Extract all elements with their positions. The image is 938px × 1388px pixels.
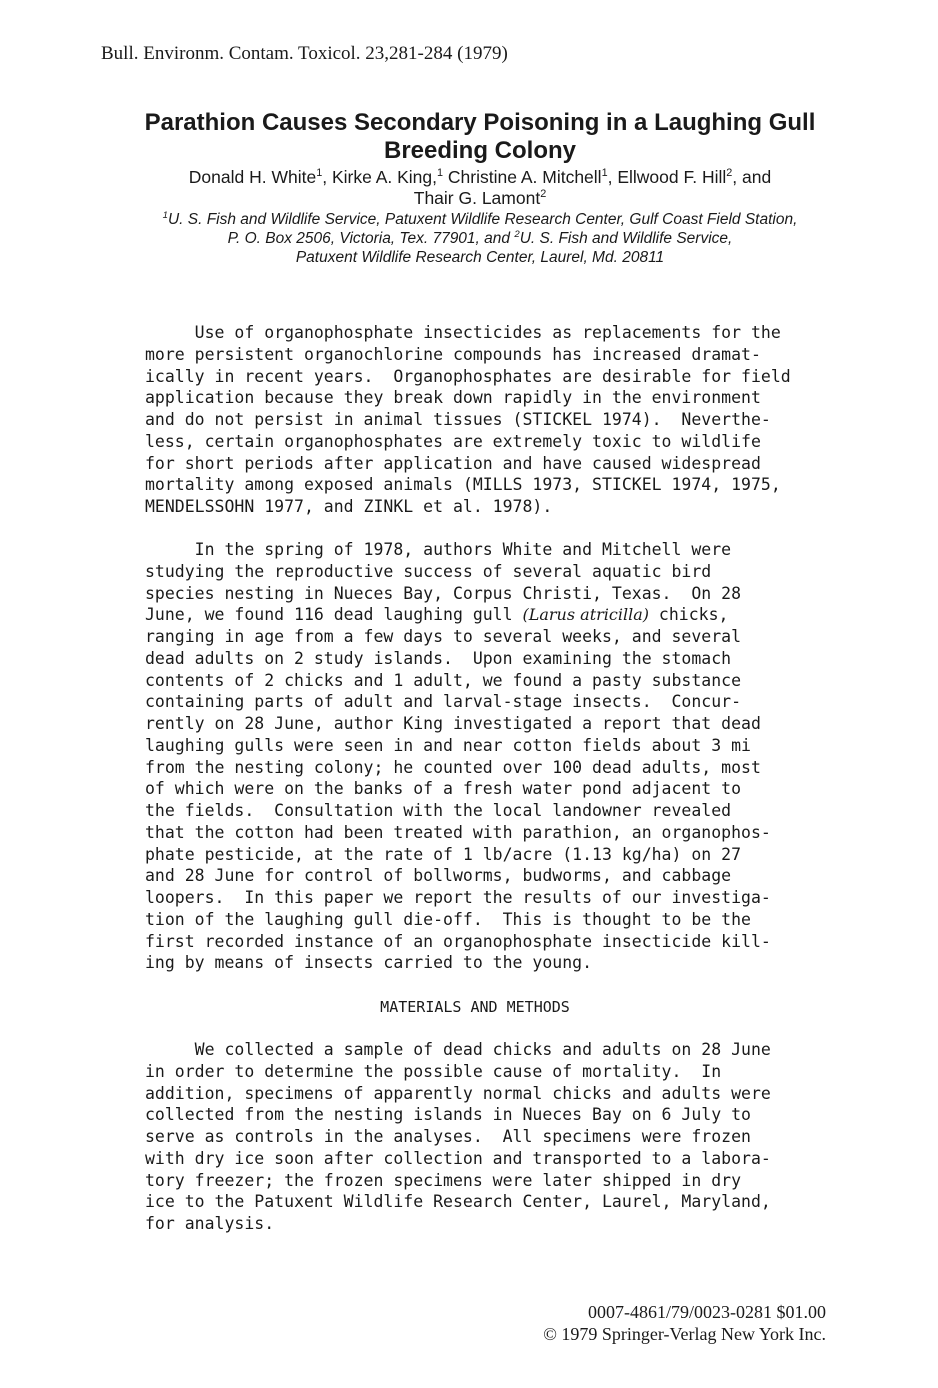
text-line: Use of organophosphate insecticides as replacements for the [145,323,781,342]
author-hill: , Ellwood F. Hill [607,167,727,187]
text-line: In the spring of 1978, authors White and Mitchell were [145,540,732,559]
footnote-mark: 1 [162,209,168,221]
article-title [80,109,880,165]
paragraph-intro [145,322,865,518]
footnote-mark: 1 [601,167,608,180]
text-line: ing by means of insects carried to the young. [145,953,593,973]
title-line-2: Breeding Colony [383,137,576,164]
text-line: rently on 28 June, author King investigated a report that dead [145,714,761,733]
page-footer [543,1301,826,1345]
affiliations [80,210,880,267]
text-line: studying the reproductive success of several aquatic bird [145,561,712,581]
author-mitchell: Christine A. Mitchell [443,167,602,187]
text-line: the fields. Consultation with the local landowner revealed [145,801,732,820]
footnote-mark: 2 [726,167,733,180]
text-line: with dry ice soon after collection and transported to a labora- [145,1148,771,1168]
author-king: , Kirke A. King, [322,167,437,187]
species-name: (Larus atricilla) [522,605,649,625]
text-line: more persistent organochlorine compounds has increased dramat- [145,344,761,364]
footnote-mark: 2 [540,188,547,201]
text-line: dead adults on 2 study islands. Upon examining the stomach [145,648,732,668]
title-line-1: Parathion Causes Secondary Poisoning in a Laughing Gull [144,109,816,136]
text-line: MENDELSSOHN 1977, and ZINKL et al. 1978). [145,497,553,516]
authors-conjunction: , and [732,167,772,187]
affiliation-line-1: $^1$U. S. Fish and Wildlife Service, Patuxent Wildlife Research Center, Gulf Coast Field Station, [162,209,798,228]
text-line: serve as controls in the analyses. All specimens were frozen [145,1127,751,1146]
text-line: that the cotton had been treated with parathion, an organophos- [145,822,771,842]
text-line: and 28 June for control of bollworms, budworms, and cabbage [145,866,732,886]
text-line: collected from the nesting islands in Nueces Bay on 6 July to [145,1105,751,1125]
text-line: June, we found 116 dead laughing gull (Larus atricilla) chicks, [145,605,729,625]
authors-line-1 [90,167,870,188]
text-line: from the nesting colony; he counted over 100 dead adults, most [145,757,761,777]
text-line: for analysis. [145,1214,275,1233]
text-line: species nesting in Nueces Bay, Corpus Christi, Texas. On 28 [145,583,742,603]
text-line: addition, specimens of apparently normal chicks and adults were [145,1083,771,1103]
text-line: laughing gulls were seen in and near cotton fields about 3 mi [145,735,751,755]
text-line: ically in recent years. Organophosphates are desirable for field [145,366,791,386]
authors-line-2 [90,188,870,209]
text-line: mortality among exposed animals (MILLS 1973, STICKEL 1974, 1975, [145,475,781,495]
text-line: contents of 2 chicks and 1 adult, we found a pasty substance [145,670,742,690]
footnote-mark: 1 [437,167,444,180]
footnote-mark: 1 [316,167,323,180]
author-list [90,167,870,209]
section-heading: MATERIALS AND METHODS [380,998,570,1016]
text-line: ice to the Patuxent Wildlife Research Center, Laurel, Maryland, [145,1192,771,1212]
text-line: in order to determine the possible cause of mortality. In [145,1061,722,1081]
text-line: ranging in age from a few days to several weeks, and several [145,627,742,646]
text-line: first recorded instance of an organophosphate insecticide kill- [145,931,771,951]
text-line: phate pesticide, at the rate of 1 lb/acre (1.13 kg/ha) on 27 [145,844,742,864]
text-line: less, certain organophosphates are extremely toxic to wildlife [145,431,761,451]
text-line: We collected a sample of dead chicks and adults on 28 June [145,1040,771,1059]
footnote-mark: 2 [514,228,520,240]
paragraph-spring-1978 [145,539,865,974]
text-line: application because they break down rapidly in the environment [145,388,761,408]
text-line: tory freezer; the frozen specimens were later shipped in dry [145,1170,742,1190]
text-line: of which were on the banks of a fresh water pond adjacent to [145,779,742,799]
author-lamont: Thair G. Lamont [413,188,541,208]
journal-reference: Bull. Environm. Contam. Toxicol. 23,281-284 (1979) [101,43,508,64]
text-line: and do not persist in animal tissues (STICKEL 1974). Neverthe- [145,410,771,429]
affiliation-line-2: P. O. Box 2506, Victoria, Tex. 77901, and $^2$U. S. Fish and Wildlife Service, [227,228,733,247]
affiliation-line-3: Patuxent Wildlife Research Center, Laurel, Md. 20811 [295,249,665,266]
text-line: for short periods after application and have caused widespread [145,453,761,473]
copyright-notice: © 1979 Springer-Verlag New York Inc. [543,1324,826,1344]
author-white: Donald H. White [188,167,317,187]
publication-code: 0007-4861/79/0023-0281 $01.00 [588,1302,826,1322]
text-line: loopers. In this paper we report the results of our investiga- [145,888,771,907]
text-line: containing parts of adult and larval-stage insects. Concur- [145,692,742,712]
paragraph-methods [145,1039,865,1235]
text-line: tion of the laughing gull die-off. This is thought to be the [145,909,751,929]
